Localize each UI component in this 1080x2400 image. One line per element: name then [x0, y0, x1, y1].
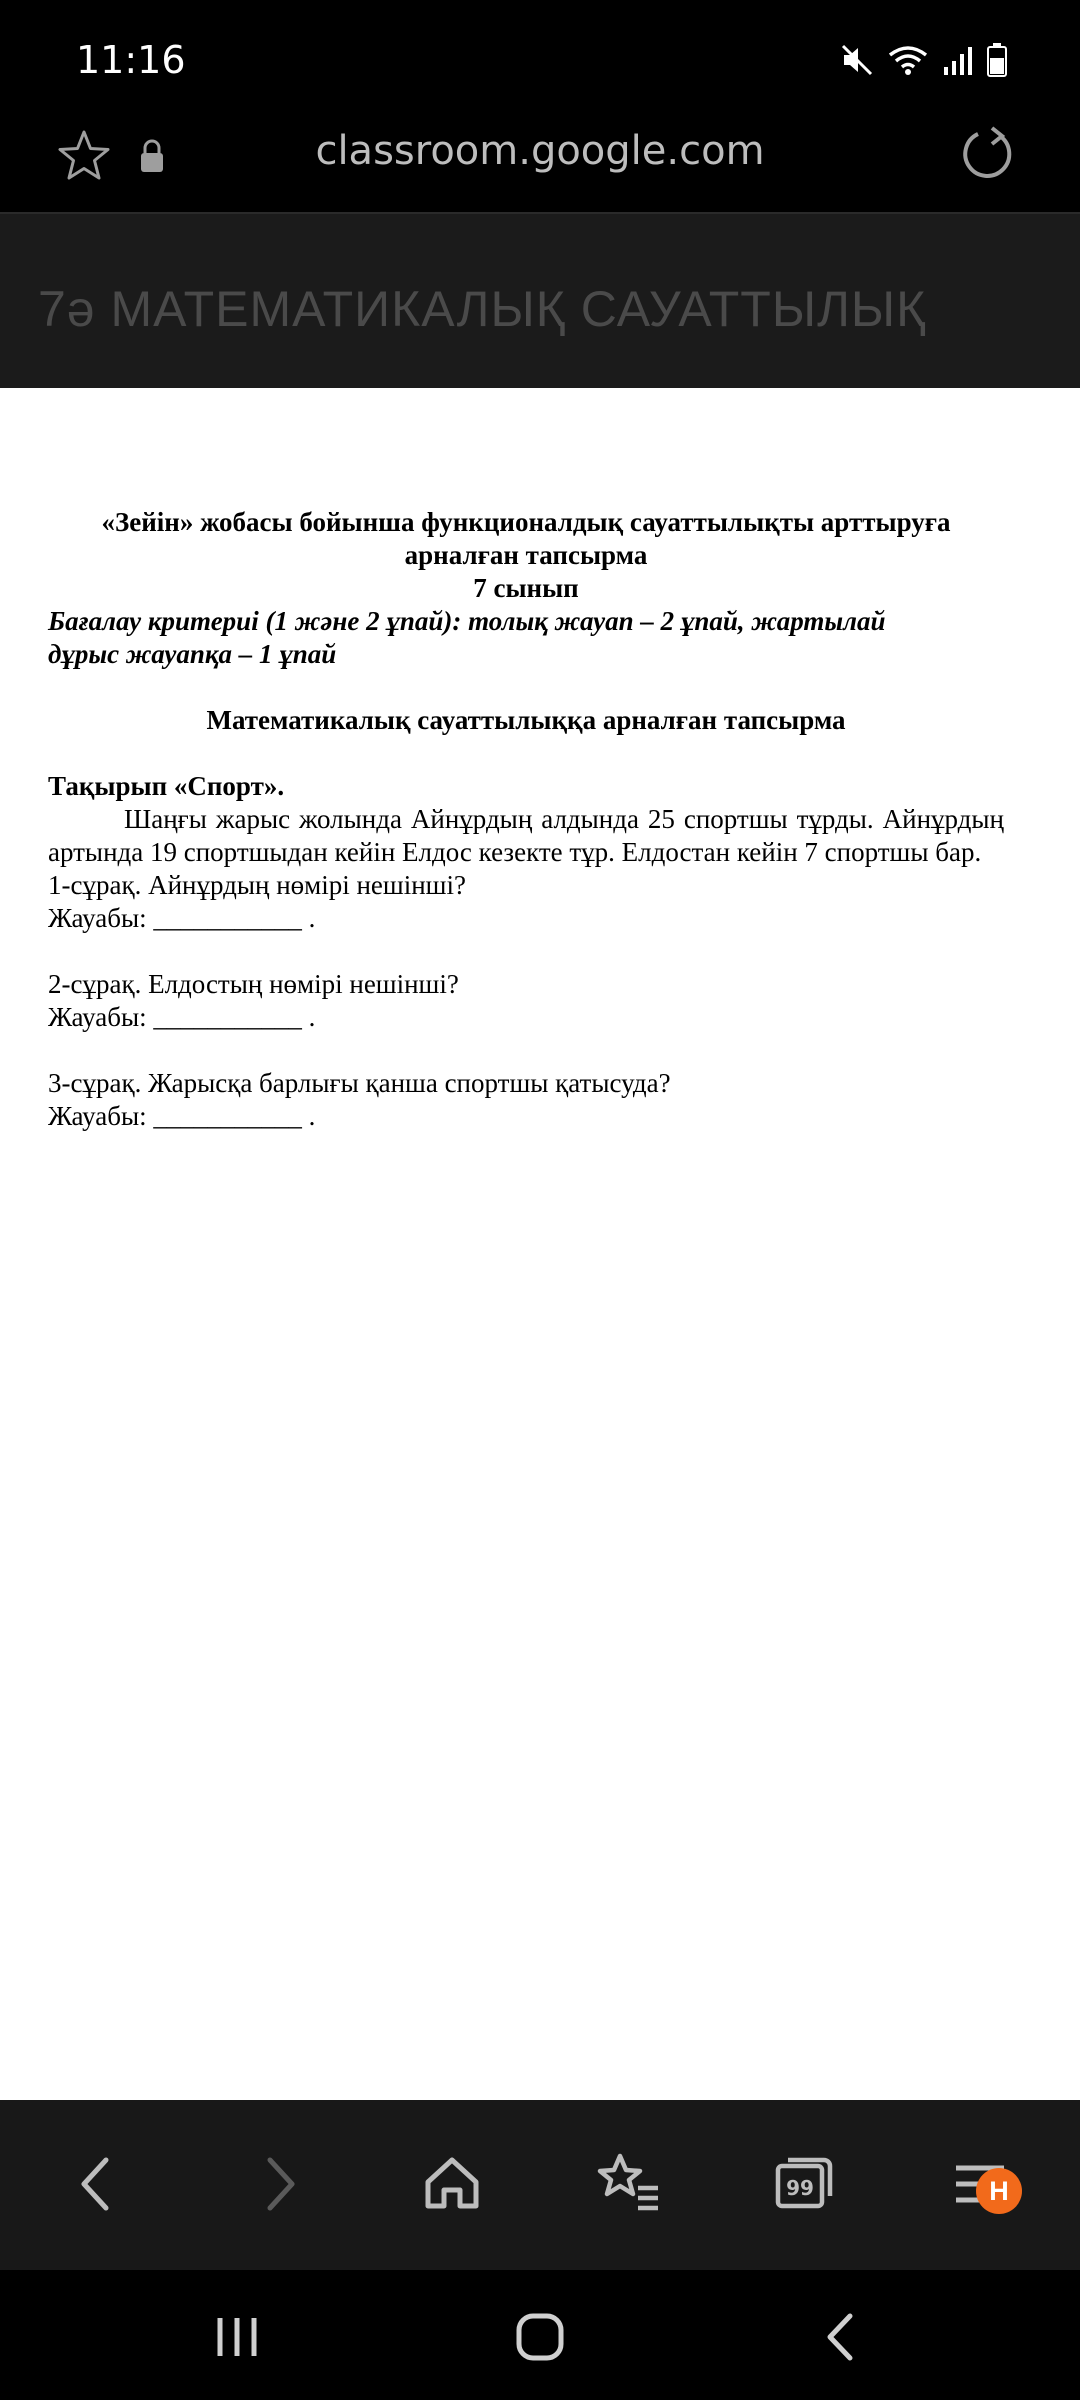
tabs-count: 99 [786, 2176, 814, 2200]
document-header-title: 7ә МАТЕМАТИКАЛЫҚ САУАТТЫЛЫҚ [38, 281, 927, 337]
battery-icon [986, 42, 1008, 78]
criteria-line2: дұрыс жауапқа – 1 ұпай [48, 639, 337, 669]
document-header [0, 214, 1080, 388]
status-bar [0, 0, 1080, 120]
wifi-icon [888, 43, 928, 77]
signal-icon [942, 43, 972, 77]
system-back-icon[interactable] [806, 2302, 876, 2372]
doc-grade: 7 сынып [473, 573, 579, 603]
doc-title-line1: «Зейін» жобасы бойынша функционалдық сауаттылықты арттыруға [101, 507, 951, 537]
forward-icon[interactable] [238, 2144, 318, 2224]
answer-3: Жауабы: ___________ . [48, 1101, 316, 1131]
criteria-line1: Бағалау критериі (1 және 2 ұпай): толық жауап – 2 ұпай, жартылай [48, 606, 886, 636]
topic-title: Тақырып «Спорт». [48, 771, 285, 801]
status-time: 11:16 [76, 38, 186, 82]
url-bar[interactable]: classroom.google.com [315, 128, 765, 174]
bookmarks-icon[interactable] [588, 2144, 668, 2224]
browser-toolbar [0, 110, 1080, 214]
doc-title-line2: арналған тапсырма [404, 540, 648, 570]
task-paragraph: Шаңғы жарыс жолында Айнұрдың алдында 25 спортшы тұрды. Айнұрдың артында 19 спортшыдан кейін Елдос кезекте тұр. Елдостан кейін 7 спортшы бар. [48, 804, 1004, 867]
section-title: Математикалық сауаттылыққа арналған тапсырма [206, 705, 846, 735]
menu-notification-badge: H [976, 2168, 1022, 2214]
recents-icon[interactable] [202, 2302, 272, 2372]
browser-bottom-nav [0, 2100, 1080, 2270]
question-3: 3-сұрақ. Жарысқа барлығы қанша спортшы қатысуда? [48, 1068, 671, 1098]
reload-icon[interactable] [956, 124, 1018, 186]
system-nav [0, 2270, 1080, 2400]
question-1: 1-сұрақ. Айнұрдың нөмірі нешінші? [48, 870, 466, 900]
question-2: 2-сұрақ. Елдостың нөмірі нешінші? [48, 969, 459, 999]
tabs-icon[interactable] [764, 2144, 844, 2224]
mute-icon [840, 43, 874, 77]
status-icons [840, 42, 1008, 78]
document-page [0, 388, 1080, 2100]
answer-2: Жауабы: ___________ . [48, 1002, 316, 1032]
system-home-icon[interactable] [505, 2302, 575, 2372]
home-icon[interactable] [412, 2144, 492, 2224]
back-icon[interactable] [58, 2144, 138, 2224]
document-content [48, 506, 1004, 1133]
answer-1: Жауабы: ___________ . [48, 903, 316, 933]
